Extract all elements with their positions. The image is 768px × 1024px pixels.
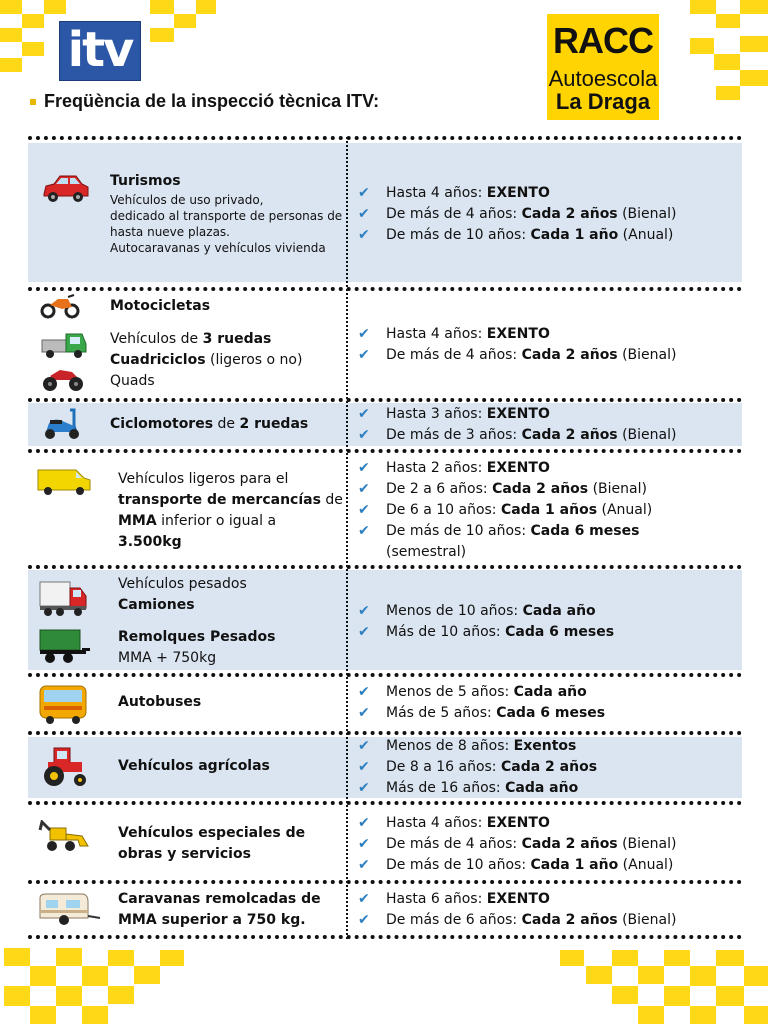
rule-line: [358, 500, 652, 521]
ligeros-post: inferior o igual a: [156, 513, 277, 529]
rule-line: [358, 736, 597, 757]
rules-pesados: [358, 601, 614, 643]
rule-text: Más de 16 años:: [386, 780, 506, 796]
row-divider: [28, 398, 742, 402]
ligeros-description: [118, 469, 343, 553]
rule-line: [358, 225, 676, 246]
column-divider: [346, 137, 348, 939]
check-icon: ✔: [358, 759, 370, 775]
check-icon: ✔: [358, 624, 370, 640]
rule-frequency: Cada 6 meses: [530, 523, 640, 539]
caravanas-line: [118, 910, 321, 931]
trailer-icon: [38, 628, 90, 666]
caravanas-line: [118, 889, 321, 910]
row-divider: [28, 565, 742, 569]
caravanas-bold: MMA superior a 750 kg.: [118, 912, 306, 928]
check-icon: ✔: [358, 738, 370, 754]
check-icon: ✔: [358, 347, 370, 363]
motorcycle-icon: [40, 293, 80, 319]
row-divider: [28, 449, 742, 453]
autobuses-text: Autobuses: [118, 694, 202, 710]
rule-frequency: Cada 2 años: [521, 836, 618, 852]
row-divider: [28, 136, 742, 140]
rule-line: [358, 778, 597, 799]
ligeros-post: de: [320, 492, 343, 508]
tractor-icon: [38, 744, 90, 788]
turismos-desc-line: Vehículos de uso privado,: [110, 193, 264, 207]
rule-line: [358, 479, 652, 500]
rule-line: [358, 910, 676, 931]
rule-text: De más de 3 años:: [386, 427, 522, 443]
turismos-name: [110, 171, 342, 192]
page-title: [30, 91, 379, 112]
camiones-text: Camiones: [118, 597, 195, 613]
rules-ciclomotores: [358, 404, 676, 446]
remolques-mma: MMA + 750kg: [118, 650, 217, 666]
turismos-name-text: Turismos: [110, 173, 181, 189]
rule-text: Menos de 5 años:: [386, 684, 514, 700]
rule-frequency: Cada 1 año: [530, 857, 619, 873]
cuadriciclos-line: [110, 350, 302, 371]
cuad-post: (ligeros o no): [205, 352, 303, 368]
row-divider: [28, 801, 742, 805]
rule-text: De 6 a 10 años:: [386, 502, 501, 518]
rules-ligeros: [358, 458, 652, 542]
caravanas-bold: Caravanas remolcadas de: [118, 891, 321, 907]
rule-text: De más de 4 años:: [386, 206, 522, 222]
check-icon: ✔: [358, 427, 370, 443]
ligeros-line: Vehículos ligeros para el: [118, 471, 289, 487]
rule-frequency: Cada 2 años: [521, 427, 618, 443]
turismos-description: [110, 171, 342, 256]
rule-frequency: Cada 6 meses: [505, 624, 615, 640]
rule-text: Hasta 3 años:: [386, 406, 487, 422]
check-icon: ✔: [358, 705, 370, 721]
rule-frequency: Cada 2 años: [521, 347, 618, 363]
ligeros-bold: 3.500kg: [118, 534, 182, 550]
rule-line: [358, 183, 676, 204]
rule-line: [358, 425, 676, 446]
rule-line: [358, 458, 652, 479]
rule-frequency: EXENTO: [486, 326, 550, 342]
car-icon: [40, 172, 90, 206]
racc-logo: [547, 14, 659, 120]
rule-text: De 2 a 6 años:: [386, 481, 493, 497]
caravanas-description: [118, 889, 321, 931]
rule-frequency: EXENTO: [486, 406, 550, 422]
check-icon: ✔: [358, 206, 370, 222]
scooter-icon: [40, 406, 84, 442]
rules-especiales: [358, 813, 676, 876]
ciclomotores-label: [110, 414, 308, 435]
check-icon: ✔: [358, 836, 370, 852]
rule-text: Hasta 2 años:: [386, 460, 487, 476]
backhoe-icon: [38, 820, 92, 854]
rule-text: Hasta 4 años:: [386, 326, 487, 342]
rule-text: De más de 6 años:: [386, 912, 522, 928]
rule-frequency: Cada 2 años: [492, 481, 589, 497]
remolques-description: [118, 627, 275, 669]
rule-frequency: Cada año: [513, 684, 587, 700]
check-icon: ✔: [358, 603, 370, 619]
row-divider: [28, 880, 742, 884]
rule-frequency: Cada año: [505, 780, 579, 796]
check-icon: ✔: [358, 815, 370, 831]
rule-line: [358, 703, 605, 724]
rule-text: (semestral): [386, 544, 467, 560]
tri-pre: Vehículos de: [110, 331, 203, 347]
ciclo-bold1: Ciclomotores: [110, 416, 214, 432]
check-icon: ✔: [358, 684, 370, 700]
row-divider: [28, 731, 742, 735]
agricolas-text: Vehículos agrícolas: [118, 758, 270, 774]
turismos-desc-line: dedicado al transporte de personas de: [110, 209, 343, 223]
especiales-line: [118, 823, 305, 844]
especiales-description: [118, 823, 305, 865]
rule-text: Hasta 4 años:: [386, 185, 487, 201]
rule-line: [358, 324, 676, 345]
rule-note: (Anual): [618, 857, 674, 873]
rule-line: [358, 855, 676, 876]
title-bullet: [30, 99, 36, 105]
check-icon: ✔: [358, 912, 370, 928]
tri-bold: 3 ruedas: [202, 331, 272, 347]
check-icon: ✔: [358, 326, 370, 342]
quads-line: Quads: [110, 373, 155, 389]
row-divider: [28, 287, 742, 291]
rule-text: De más de 10 años:: [386, 523, 531, 539]
racc-logo-name: La Draga: [555, 89, 651, 114]
rule-line: [358, 622, 614, 643]
page-title-text: Freqüència de la inspecció tècnica ITV:: [44, 91, 380, 111]
especiales-bold: Vehículos especiales de: [118, 825, 306, 841]
check-icon: ✔: [358, 502, 370, 518]
racc-logo-title: RACC: [553, 20, 653, 61]
cuad-bold: Cuadriciclos: [110, 352, 206, 368]
rule-line: [358, 345, 676, 366]
caravan-icon: [38, 892, 102, 928]
rule-frequency: EXENTO: [486, 891, 550, 907]
rules-caravanas: [358, 889, 676, 931]
pesados-line: Vehículos pesados: [118, 576, 247, 592]
rule-frequency: Cada 2 años: [500, 759, 598, 775]
check-icon: ✔: [358, 460, 370, 476]
especiales-line: [118, 844, 305, 865]
ciclo-bold2: 2 ruedas: [239, 416, 309, 432]
rule-note: (Bienal): [617, 347, 677, 363]
rule-line: [358, 542, 466, 563]
pesados-description: [118, 574, 247, 616]
rule-line: [358, 601, 614, 622]
quad-icon: [40, 364, 86, 394]
rules-motos: [358, 324, 676, 366]
ligeros-line: [118, 532, 343, 553]
rule-text: Más de 5 años:: [386, 705, 497, 721]
rules-agricolas: [358, 736, 597, 799]
rule-note: (Anual): [597, 502, 653, 518]
three-wheeler-icon: [40, 330, 88, 360]
remolques-text: Remolques Pesados: [118, 629, 276, 645]
three-wheel-line: [110, 329, 302, 350]
itv-logo: itv: [59, 21, 141, 81]
rule-line: [358, 404, 676, 425]
rule-line: [358, 757, 597, 778]
pesados-line: [118, 595, 247, 616]
rule-frequency: Cada 1 años: [500, 502, 598, 518]
turismos-desc-line: Autocaravanas y vehículos vivienda: [110, 241, 326, 255]
rule-frequency: EXENTO: [486, 460, 550, 476]
autobuses-label: [118, 692, 201, 713]
check-icon: ✔: [358, 185, 370, 201]
ligeros-bold: MMA: [118, 513, 157, 529]
remolques-line: [118, 627, 275, 648]
rules-autobuses: [358, 682, 605, 724]
check-icon: ✔: [358, 857, 370, 873]
three-wheel-description: [110, 329, 302, 392]
ligeros-line: [118, 511, 343, 532]
rule-text: De más de 4 años:: [386, 836, 522, 852]
van-icon: [36, 466, 92, 496]
rule-frequency: Cada 2 años: [521, 912, 618, 928]
rule-text: De más de 10 años:: [386, 857, 531, 873]
rule-text: Más de 10 años:: [386, 624, 506, 640]
check-icon: ✔: [358, 780, 370, 796]
rule-note: (Bienal): [617, 206, 677, 222]
rule-text: Menos de 8 años:: [386, 738, 514, 754]
check-icon: ✔: [358, 481, 370, 497]
truck-icon: [38, 578, 88, 618]
rule-note: (Bienal): [617, 836, 677, 852]
rule-note: (Anual): [618, 227, 674, 243]
rule-frequency: Cada 1 año: [530, 227, 619, 243]
rule-frequency: EXENTO: [486, 815, 550, 831]
rule-frequency: Cada 2 años: [521, 206, 618, 222]
rule-text: Menos de 10 años:: [386, 603, 523, 619]
rule-frequency: Cada 6 meses: [496, 705, 606, 721]
rule-frequency: EXENTO: [486, 185, 550, 201]
motocicletas-text: Motocicletas: [110, 298, 211, 314]
especiales-bold: obras y servicios: [118, 846, 251, 862]
rule-text: Hasta 4 años:: [386, 815, 487, 831]
rule-frequency: Cada año: [522, 603, 596, 619]
check-icon: ✔: [358, 891, 370, 907]
rule-text: De 8 a 16 años:: [386, 759, 501, 775]
rule-line: [358, 889, 676, 910]
row-divider: [28, 673, 742, 677]
check-icon: ✔: [358, 406, 370, 422]
rules-turismos: [358, 183, 676, 246]
check-icon: ✔: [358, 523, 370, 539]
turismos-desc-line: hasta nueve plazas.: [110, 225, 230, 239]
ciclo-mid: de: [213, 416, 240, 432]
agricolas-label: [118, 756, 270, 777]
row-divider: [28, 935, 742, 939]
rule-note: (Bienal): [617, 427, 677, 443]
rule-text: De más de 4 años:: [386, 347, 522, 363]
rules-ligeros-continuation: [358, 542, 466, 563]
rule-line: [358, 813, 676, 834]
rule-line: [358, 682, 605, 703]
rule-text: Hasta 6 años:: [386, 891, 487, 907]
rule-frequency: Exentos: [513, 738, 577, 754]
bus-icon: [38, 684, 88, 724]
rule-line: [358, 834, 676, 855]
ligeros-bold: transporte de mercancías: [118, 492, 321, 508]
rule-note: (Bienal): [588, 481, 647, 497]
rule-note: (Bienal): [617, 912, 677, 928]
rule-line: [358, 521, 652, 542]
rule-line: [358, 204, 676, 225]
racc-logo-subtitle: Autoescola: [548, 66, 658, 91]
ligeros-line: [118, 490, 343, 511]
motocicletas-label: [110, 296, 210, 317]
rule-text: De más de 10 años:: [386, 227, 531, 243]
check-icon: ✔: [358, 227, 370, 243]
